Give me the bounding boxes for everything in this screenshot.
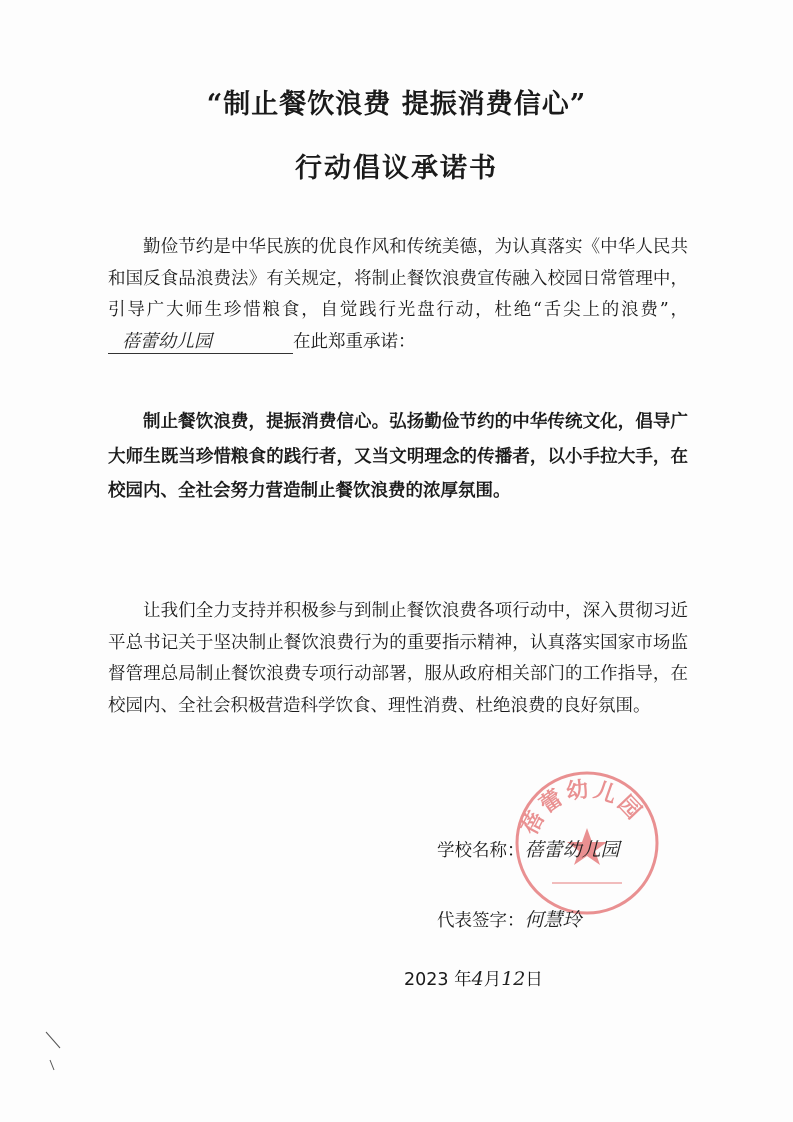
school-name-handwritten: 蓓蕾幼儿园 bbox=[524, 839, 620, 861]
seal-text: 蓓蕾幼儿园 bbox=[516, 775, 649, 840]
intro-tail: 在此郑重承诺： bbox=[293, 331, 416, 352]
scan-marks bbox=[40, 1030, 70, 1075]
school-name-row bbox=[437, 835, 620, 862]
date-year: 2023 bbox=[404, 970, 449, 990]
handwritten-school-name-blank: 蓓蕾幼儿园 bbox=[108, 331, 293, 354]
representative-signature: 何慧玲 bbox=[524, 909, 582, 931]
document-title-line2: 行动倡议承诺书 bbox=[295, 153, 498, 184]
paragraph-action: 让我们全力支持并积极参与到制止餐饮浪费各项行动中，深入贯彻习近平总书记关于坚决制止餐饮浪费行为的重要指示精神，认真落实国家市场监督管理总局制止餐饮浪费专项行动部署，服从政府相关部门的工作指导，在校园内、全社会积极营造科学饮食、理性消费、杜绝浪费的良好氛围。 bbox=[108, 601, 688, 716]
paragraph-commitment: 制止餐饮浪费，提振消费信心。弘扬勤俭节约的中华传统文化，倡导广大师生既当珍惜粮食的践行者，又当文明理念的传播者，以小手拉大手，在校园内、全社会努力营造制止餐饮浪费的浓厚氛围。 bbox=[108, 412, 688, 501]
date-month-handwritten: 4 bbox=[471, 968, 484, 990]
date-month-suffix: 月 bbox=[483, 970, 502, 990]
intro-text: 勤俭节约是中华民族的优良作风和传统美德，为认真落实《中华人民共和国反食品浪费法》有关规定，将制止餐饮浪费宣传融入校园日常管理中，引导广大师生珍惜粮食，自觉践行光盘行动，杜绝“舌尖上的浪费”， bbox=[108, 237, 688, 320]
date-day-suffix: 日 bbox=[525, 970, 543, 990]
date-day-handwritten: 12 bbox=[501, 968, 526, 990]
school-name-label: 学校名称： bbox=[437, 841, 525, 861]
representative-label: 代表签字： bbox=[437, 911, 525, 931]
date-year-suffix: 年 bbox=[454, 970, 472, 990]
date-row bbox=[404, 966, 543, 991]
paragraph-intro bbox=[108, 232, 688, 358]
document-title-line1: “制止餐饮浪费 提振消费信心” bbox=[206, 89, 587, 120]
representative-row bbox=[437, 905, 582, 932]
